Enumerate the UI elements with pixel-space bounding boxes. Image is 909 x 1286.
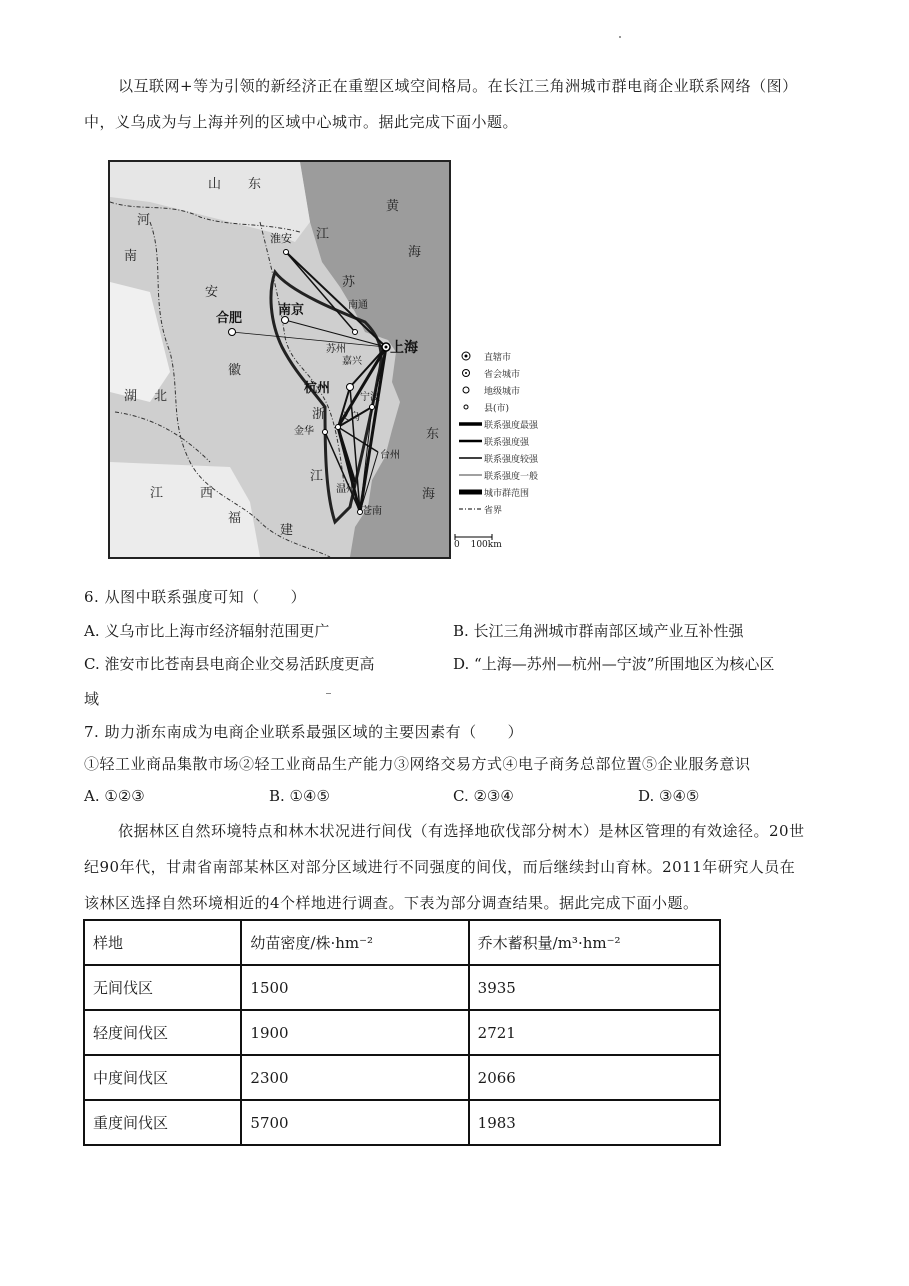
county-symbol-icon: [458, 401, 484, 413]
table-cell: 2721: [469, 1010, 720, 1055]
table-cell: 2066: [469, 1055, 720, 1100]
legend-label: 联系强度强: [484, 437, 530, 448]
capital-symbol-icon: [458, 367, 484, 379]
municipality-symbol-icon: [458, 350, 484, 362]
q6-option-d-continued: 域: [84, 690, 100, 708]
jiangxi-fujian-area: [110, 462, 260, 557]
map-svg: [110, 162, 449, 557]
region-label: 西: [200, 486, 214, 501]
q6-option-c[interactable]: C. 淮安市比苍南县电商企业交易活跃度更高: [84, 655, 375, 673]
marker-nantong: [353, 330, 358, 335]
region-label: 海: [422, 487, 436, 502]
q7-factors: ①轻工业商品集散市场②轻工业商品生产能力③网络交易方式④电子商务总部位置⑤企业服务意识: [84, 755, 751, 773]
city-label-jiaxing: 嘉兴: [342, 356, 362, 367]
legend-row-province-border: [458, 503, 502, 515]
table-row: [84, 965, 720, 1010]
table-cell: 重度间伐区: [84, 1100, 241, 1145]
henan-hubei-area: [110, 282, 170, 402]
region-label: 江: [150, 486, 164, 501]
table-cell: 5700: [241, 1100, 468, 1145]
legend-row-municipality: [458, 350, 511, 362]
legend-row-city-group: [458, 486, 529, 498]
city-label-suzhou: 苏州: [326, 344, 346, 355]
shandong-area: [110, 162, 310, 242]
intro2-line-2: 纪90年代，甘肃省南部某林区对部分区域进行不同强度的间伐，而后继续封山育林。2011年研究人员在: [84, 858, 796, 876]
city-label-nantong: 南通: [348, 300, 368, 311]
scan-mark: [326, 693, 331, 694]
legend-row-general: [458, 469, 538, 481]
survey-table: [83, 919, 721, 1146]
link-hefei-shanghai: [232, 332, 386, 347]
marker-huaian: [284, 250, 289, 255]
intro1-line-1-text: 以互联网+等为引领的新经济正在重塑区域空间格局。在长江三角洲城市群电商企业联系网络（图）: [118, 77, 798, 95]
city-label-wenzhou: 温州: [336, 484, 356, 495]
region-label: 南: [124, 249, 138, 264]
intro2-line-1-text: 依据林区自然环境特点和林木状况进行间伐（有选择地砍伐部分树木）是林区管理的有效途径。20世: [118, 822, 805, 840]
region-label: 浙: [312, 407, 326, 422]
province-border: [115, 412, 210, 462]
region-label: 东: [248, 177, 262, 192]
legend-label: 省会城市: [484, 369, 521, 380]
region-label: 东: [426, 427, 440, 442]
scale-zero: 0: [454, 540, 460, 550]
legend-row-county-city: [458, 401, 509, 413]
region-label: 徽: [228, 363, 242, 378]
legend-label: 省界: [484, 505, 503, 516]
legend-row-strong: [458, 452, 538, 464]
legend-label: 县(市): [484, 403, 510, 414]
legend-row-strongest: [458, 418, 538, 430]
very-strong-line-icon: [458, 435, 484, 447]
table-cell: 2300: [241, 1055, 468, 1100]
intro1-line-1: [84, 68, 824, 104]
q7-stem: 7. 助力浙东南成为电商企业联系最强区域的主要因素有（ ）: [84, 723, 524, 741]
region-label: 建: [280, 523, 294, 538]
region-label: 苏: [342, 275, 356, 290]
general-line-icon: [458, 469, 484, 481]
table-cell: 1500: [241, 965, 468, 1010]
marker-hangzhou: [347, 384, 354, 391]
table-cell: 无间伐区: [84, 965, 241, 1010]
city-label-jinhua: 金华: [294, 426, 314, 437]
city-label-hefei: 合肥: [216, 311, 243, 326]
q7-option-d[interactable]: D. ③④⑤: [638, 787, 700, 805]
region-label: 江: [310, 469, 324, 484]
legend-label: 联系强度较强: [484, 454, 539, 465]
region-label: 北: [154, 389, 168, 404]
intro1-line-2: 中，义乌成为与上海并列的区域中心城市。据此完成下面小题。: [84, 113, 519, 131]
table-cell: 3935: [469, 965, 720, 1010]
scale-label: 100km: [470, 540, 502, 550]
intro-paragraph-1: [84, 68, 824, 140]
q6-stem: 6. 从图中联系强度可知（ ）: [84, 588, 307, 606]
table-cell: 轻度间伐区: [84, 1010, 241, 1055]
strong-line-icon: [458, 452, 484, 464]
q6-option-a[interactable]: A. 义乌市比上海市经济辐射范围更广: [84, 622, 330, 640]
table-cell: 1900: [241, 1010, 468, 1055]
city-label-nanjing: 南京: [278, 303, 305, 318]
marker-jinhua: [323, 430, 328, 435]
region-label: 湖: [124, 389, 138, 404]
map-frame: [108, 160, 451, 559]
province-border-line-icon: [458, 503, 484, 515]
city-label-cangnan: 苍南: [362, 506, 382, 517]
table-cell: 中度间伐区: [84, 1055, 241, 1100]
table-cell: 1983: [469, 1100, 720, 1145]
region-label: 河: [137, 213, 151, 228]
legend-row-prefecture-city: [458, 384, 520, 396]
table-header-cell: 样地: [84, 920, 241, 965]
q6-option-d[interactable]: D. “上海—苏州—杭州—宁波”所围地区为核心区: [453, 655, 775, 673]
city-label-ningbo: 宁波: [360, 392, 380, 403]
legend-row-very-strong: [458, 435, 529, 447]
legend-row-provincial-capital: [458, 367, 520, 379]
region-label: 黄: [386, 199, 400, 214]
marker-hefei: [229, 329, 236, 336]
prefecture-symbol-icon: [458, 384, 484, 396]
intro-paragraph-2: [84, 813, 824, 921]
intro2-line-1: [84, 813, 824, 849]
q7-option-a[interactable]: A. ①②③: [84, 787, 145, 805]
q7-option-c[interactable]: C. ②③④: [453, 787, 514, 805]
region-label: 山: [208, 177, 222, 192]
city-label-yiwu: 义乌: [340, 412, 360, 423]
intro2-line-3: 该林区选择自然环境相近的4个样地进行调查。下表为部分调查结果。据此完成下面小题。: [84, 894, 699, 912]
q7-option-b[interactable]: B. ①④⑤: [269, 787, 330, 805]
table-header-cell: 幼苗密度/株·hm⁻²: [241, 920, 468, 965]
map-figure: [108, 160, 554, 560]
legend-label: 城市群范围: [484, 488, 530, 499]
city-label-hangzhou: 杭州: [304, 381, 331, 396]
marker-yiwu: [336, 425, 341, 430]
region-label: 安: [205, 285, 219, 300]
table-header-cell: 乔木蓄积量/m³·hm⁻²: [469, 920, 720, 965]
city-group-line-icon: [458, 486, 484, 498]
legend-label: 联系强度最强: [484, 420, 539, 431]
region-label: 江: [316, 227, 330, 242]
region-label: 福: [228, 511, 242, 526]
city-label-shanghai: 上海: [390, 340, 418, 356]
table-row: [84, 1010, 720, 1055]
city-label-huaian: 淮安: [270, 232, 292, 245]
table-row: [84, 1100, 720, 1145]
legend-label: 地级城市: [484, 386, 521, 397]
marker-ningbo: [370, 405, 375, 410]
table-header-row: [84, 920, 720, 965]
strongest-line-icon: [458, 418, 484, 430]
legend-label: 直辖市: [484, 352, 512, 363]
scale-bar: [454, 534, 504, 550]
legend-label: 联系强度一般: [484, 471, 539, 482]
table-row: [84, 1055, 720, 1100]
scan-dot: [619, 36, 621, 38]
region-label: 海: [408, 245, 422, 260]
marker-shanghai-dot: [385, 346, 388, 349]
q6-option-b[interactable]: B. 长江三角洲城市群南部区域产业互补性强: [453, 622, 744, 640]
city-label-taizhou: 台州: [380, 450, 400, 461]
